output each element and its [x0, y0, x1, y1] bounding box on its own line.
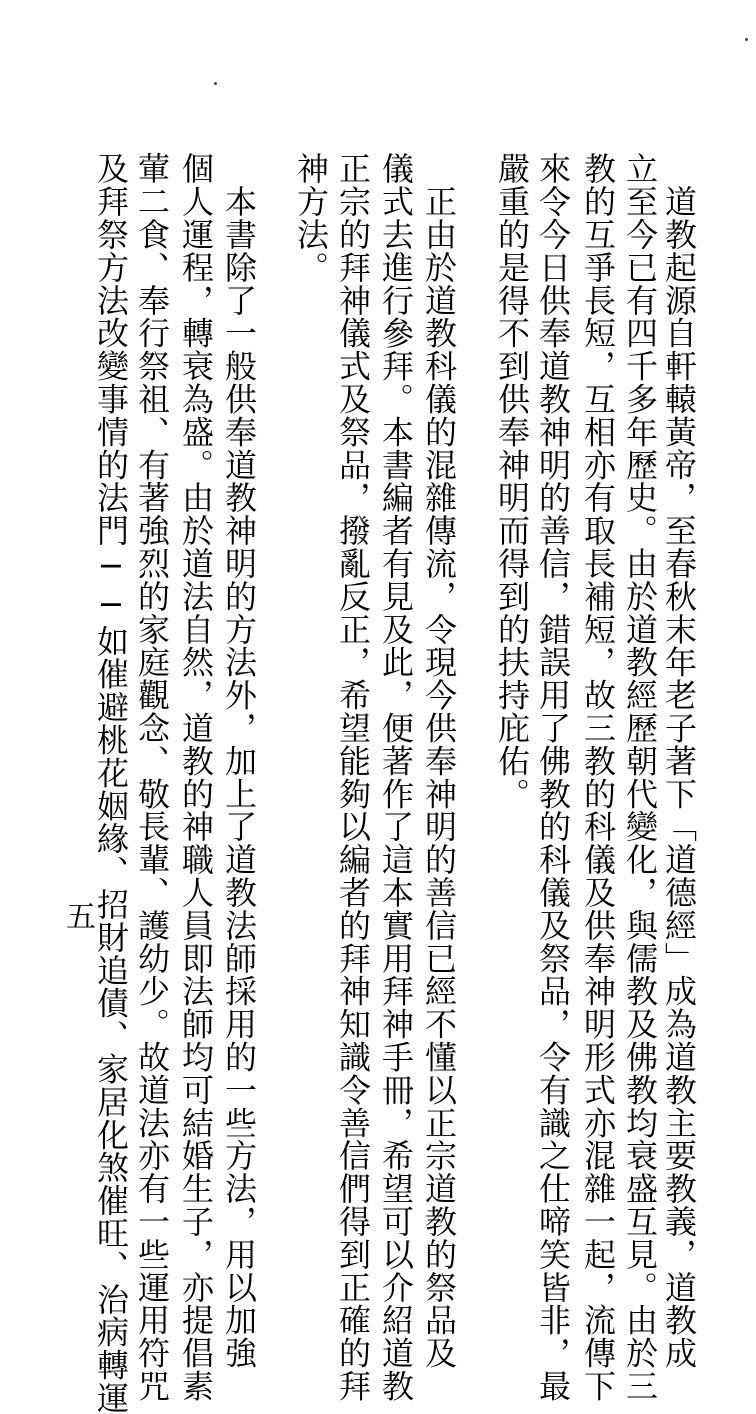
text-column-11: 個人運程，轉衰為盛。由於道法自然，道教的神職人員即法師均可結婚生子，亦提倡素 — [177, 152, 215, 1403]
text-column-1: 道教起源自軒轅黃帝，至春秋末年老子著下「道德經」成為道教主要教義，道教成 — [660, 152, 698, 1370]
text-column-4: 來令今日供奉道教神明的善信，錯誤用了佛教的科儀及祭品，令有識之仕啼笑皆非，最 — [534, 152, 572, 1403]
scan-speck — [745, 38, 748, 41]
text-column-3: 教的互爭長短，互相亦有取長補短，故三教的科儀及供奉神明形式亦混雜一起，流傳下 — [579, 152, 617, 1403]
text-column-2: 立至今已有四千多年歷史。由於道教經歷朝代變化，與儒教及佛教均衰盛互見。由於三 — [621, 152, 659, 1403]
text-column-10: 本書除了一般供奉道教神明的方法外，加上了道教法師採用的一些方法，用以加強 — [220, 152, 258, 1370]
text-column-12: 葷二食、奉行祭祖、有著強烈的家庭觀念、敬長輩、護幼少。故道法亦有一些運用符咒 — [133, 152, 171, 1403]
text-column-5: 嚴重的是得不到供奉神明而得到的扶持庇佑。 — [493, 152, 531, 810]
text-column-6: 正由於道教科儀的混雜傳流，令現今供奉神明的善信已經不懂以正宗道教的祭品及 — [420, 152, 458, 1370]
page-number: 五 — [66, 900, 96, 935]
scan-speck — [214, 82, 217, 85]
text-column-9: 神方法。 — [292, 152, 330, 284]
text-column-8: 正宗的拜神儀式及祭品，撥亂反正，希望能夠以編者的拜神知識令善信們得到正確的拜 — [334, 152, 372, 1403]
text-column-7: 儀式去進行參拜。本書編者有見及此，便著作了這本實用拜神手冊，希望可以介紹道教 — [377, 152, 415, 1403]
text-column-13: 及拜祭方法改變事情的法門──如催避桃花姻緣、招財追債、家居化煞催旺、治病轉運 — [92, 152, 130, 1414]
